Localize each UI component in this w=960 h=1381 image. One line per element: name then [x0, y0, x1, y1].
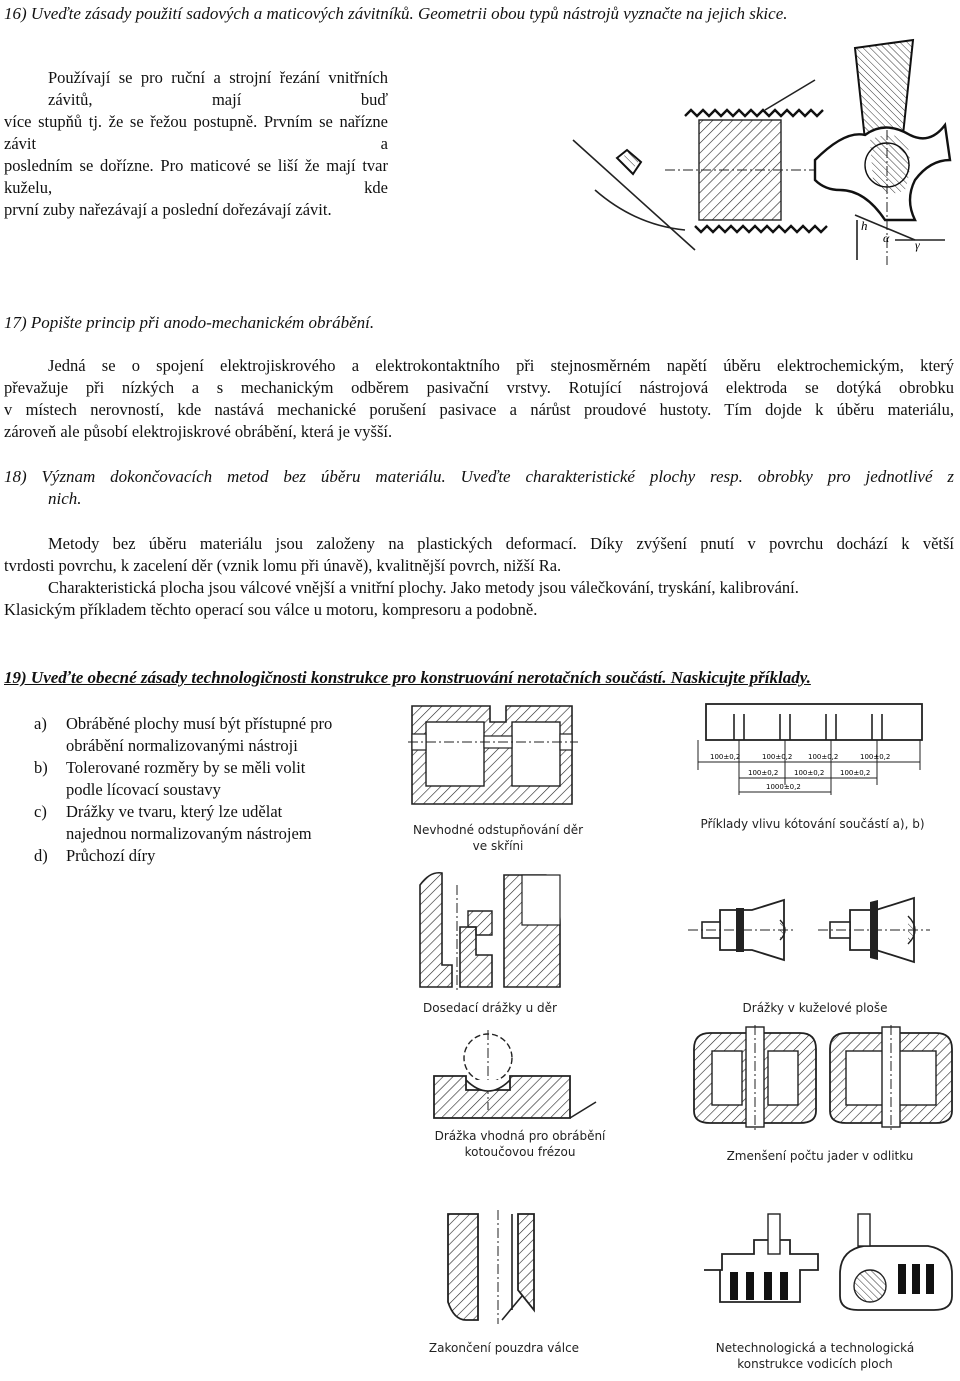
q19-heading: 19) Uveďte obecné zásady technologičnosti konstrukce pro konstruování nerotačních součástí. Naskicujte příklady.	[4, 668, 811, 687]
caption-line: kotoučovou frézou	[464, 1145, 576, 1159]
seating-grooves-figure	[410, 865, 580, 995]
dim-label: 100±0,2	[860, 753, 891, 761]
caption-line: Dosedací drážky u děr	[423, 1001, 557, 1015]
q17-line-2: převažuje při nízkých a s mechanickým odběrem pasivační vrstvy. Rotující nástrojová elektroda se dotýká obrobku	[4, 378, 954, 397]
dim-label: 100±0,2	[762, 753, 793, 761]
tap-geometry-figure	[565, 40, 960, 270]
dim-label: 1000±0,2	[766, 783, 801, 791]
caption-guide-surfaces	[680, 1340, 950, 1372]
caption-casting-cores	[690, 1148, 950, 1164]
dim-label: 100±0,2	[748, 769, 779, 777]
caption-line: Drážka vhodná pro obrábění	[434, 1129, 606, 1143]
caption-housing-holes	[408, 822, 588, 854]
caption-line: konstrukce vodicích ploch	[737, 1357, 893, 1371]
caption-cylinder-sleeve-end	[414, 1340, 594, 1356]
list-item-label: a)	[34, 714, 47, 733]
fig-label-gamma: γ	[915, 238, 920, 252]
list-item-text: najednou normalizovaným nástrojem	[66, 824, 312, 843]
q18-heading-line-2: nich.	[48, 489, 82, 508]
caption-seating-grooves	[410, 1000, 570, 1016]
list-item-text: Tolerované rozměry by se měli volit	[66, 758, 306, 777]
caption-dimensioning	[670, 816, 955, 832]
housing-holes-figure	[408, 700, 580, 810]
list-item	[34, 845, 394, 867]
q18-line-2: tvrdosti povrchu, k zacelení děr (vznik lomu při únavě), kvalitnější povrch, nižší Ra.	[4, 556, 562, 575]
q18-line-4: Klasickým příkladem těchto operací sou válce u motoru, kompresoru a podobně.	[4, 600, 538, 619]
q17-answer	[4, 355, 954, 443]
caption-disc-cutter-groove	[420, 1128, 620, 1160]
dim-label: 100±0,2	[794, 769, 825, 777]
q17-line-4: zároveň ale působí elektrojiskrové obrábění, která je vyšší.	[4, 422, 393, 441]
q18-line-3: Charakteristická plocha jsou válcové vnější a vnitřní plochy. Jako metody jsou válečkování, tryskání, kalibrování.	[48, 578, 799, 597]
list-item-label: d)	[34, 846, 48, 865]
guide-surfaces-figure	[690, 1210, 955, 1320]
caption-line: Zmenšení počtu jader v odlitku	[726, 1149, 914, 1163]
q16-line-3: posledním se dořízne. Pro maticové se liší že mají tvar kuželu, kde	[4, 156, 388, 197]
q17-line-1: Jedná se o spojení elektrojiskrového a elektrokontaktního při stejnosměrném napětí úběru elektrochemickým, který	[48, 356, 954, 375]
list-item-text: Průchozí díry	[66, 846, 156, 865]
q19-principles-list	[34, 713, 394, 867]
casting-cores-figure	[690, 1025, 955, 1130]
list-item-text: Drážky ve tvaru, který lze udělat	[66, 802, 283, 821]
q16-line-1: Používají se pro ruční a strojní řezání vnitřních závitů, mají buď	[48, 68, 388, 109]
caption-conical-grooves	[680, 1000, 950, 1016]
dim-label: 100±0,2	[808, 753, 839, 761]
fig-label-alpha: α	[883, 231, 890, 245]
caption-line: Zakončení pouzdra válce	[428, 1341, 580, 1355]
dim-label: 100±0,2	[710, 753, 741, 761]
caption-line: Drážky v kuželové ploše	[742, 1001, 888, 1015]
dim-label: 100±0,2	[840, 769, 871, 777]
q17-line-3: v místech nerovností, kde nastává mechanické porušení pasivace a nárůst proudové hustoty. Tím dojde k úběru materiálu,	[4, 400, 954, 419]
q17-heading: 17) Popište princip při anodo-mechanickém obrábění.	[4, 313, 375, 332]
caption-line: Nevhodné odstupňování děr	[412, 823, 584, 837]
conical-grooves-figure	[680, 880, 955, 980]
list-item-text: podle lícovací soustavy	[66, 780, 221, 799]
list-item-text: Obráběné plochy musí být přístupné pro	[66, 714, 333, 733]
q16-line-4: první zuby nařezávají a poslední dořezávají závit.	[4, 200, 332, 219]
q18-line-1: Metody bez úběru materiálu jsou založeny na plastických deformací. Díky zvýšení pnutí v povrchu dochází k větší	[48, 534, 954, 553]
dimensioning-figure	[670, 700, 955, 810]
list-item-label: b)	[34, 758, 48, 777]
q16-heading: 16) Uveďte zásady použití sadových a maticových závitníků. Geometrii obou typů nástrojů vyznačte na jejich skice.	[4, 4, 788, 23]
list-item	[34, 801, 394, 845]
list-item	[34, 713, 394, 757]
q18-answer	[4, 533, 954, 621]
caption-line: ve skříni	[472, 839, 524, 853]
q18-heading	[4, 466, 954, 510]
q16-answer	[4, 67, 388, 221]
q16-line-2: více stupňů tj. že se řežou postupně. Prvním se nařízne závit a	[4, 112, 388, 153]
disc-cutter-groove-figure	[420, 1030, 610, 1120]
caption-line: Příklady vlivu kótování součástí a), b)	[700, 817, 925, 831]
fig-label-h: h	[861, 218, 868, 233]
caption-line: Netechnologická a technologická	[715, 1341, 915, 1355]
list-item-text: obrábění normalizovanými nástroji	[66, 736, 298, 755]
q18-heading-line-1: 18) Význam dokončovacích metod bez úběru materiálu. Uveďte charakteristické plochy resp. obrobky pro jednotlivé z	[4, 467, 954, 486]
cylinder-sleeve-end-figure	[414, 1210, 584, 1325]
list-item	[34, 757, 394, 801]
list-item-label: c)	[34, 802, 47, 821]
